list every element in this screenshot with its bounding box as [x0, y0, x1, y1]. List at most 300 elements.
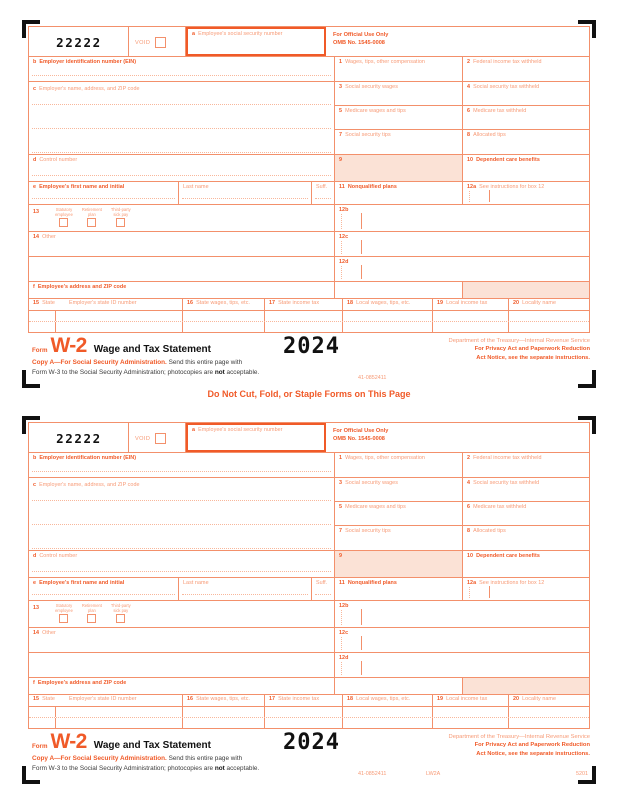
box-7-label: Social security tips — [345, 132, 391, 138]
box-7-num: 7 — [339, 528, 343, 534]
box-d-label: Control number — [39, 553, 78, 559]
box-b-label: Employer identification number (EIN) — [39, 455, 137, 461]
statutory-employee-check-group[interactable] — [55, 208, 73, 227]
row-7-8 — [335, 526, 589, 550]
form-number: W-2 — [50, 730, 87, 753]
state-entry-2-18[interactable] — [343, 718, 433, 728]
void-checkbox[interactable] — [155, 37, 166, 48]
box-f-employee-address[interactable] — [29, 678, 335, 694]
state-entry-2-left[interactable] — [29, 322, 183, 332]
box-12b[interactable] — [335, 205, 589, 231]
box-20-label: Locality name — [522, 300, 557, 306]
dept-line1: Department of the Treasury—Internal Revenue Service — [448, 338, 590, 344]
row-d-9-10 — [29, 551, 589, 578]
do-not-cut-notice: Do Not Cut, Fold, or Staple Forms on This Page — [207, 389, 411, 399]
box-9 — [335, 551, 463, 577]
third-party-line2: sick pay — [113, 211, 129, 217]
box-14-other-cont[interactable] — [29, 653, 335, 677]
state-entry-2-17[interactable] — [265, 718, 343, 728]
box-4-num: 4 — [467, 480, 471, 486]
row-state-entry-2 — [29, 718, 589, 728]
box-18-num: 18 — [347, 300, 354, 306]
box-4-label: Social security tax withheld — [473, 84, 540, 90]
box-3-label: Social security wages — [345, 84, 398, 90]
third-party-checkbox[interactable] — [116, 614, 125, 623]
official-use-line1: For Official Use Only — [333, 32, 389, 38]
box-a-label: Employee's social security number — [198, 31, 283, 37]
box-12b[interactable] — [335, 601, 589, 627]
box-12c-num: 12c — [339, 234, 349, 240]
box-a-ssn[interactable] — [186, 423, 326, 452]
form-footer — [28, 732, 590, 778]
box-6-label: Medicare tax withheld — [473, 108, 527, 114]
third-party-checkbox[interactable] — [116, 218, 125, 227]
box-f-label: Employee's address and ZIP code — [37, 284, 127, 290]
box-8-allocated-tips[interactable] — [463, 526, 589, 550]
state-entry-1-19[interactable] — [433, 311, 509, 321]
row-d-9-10 — [29, 155, 589, 182]
tax-year: 2024 — [283, 730, 340, 755]
box-16-num: 16 — [187, 696, 194, 702]
state-entry-1-17[interactable] — [265, 707, 343, 717]
row-5-6 — [335, 502, 589, 526]
form-title-block — [32, 336, 211, 356]
official-use-cell — [326, 423, 589, 452]
box-e-last-name[interactable] — [179, 182, 312, 204]
box-12c[interactable] — [335, 628, 589, 652]
box-9 — [335, 155, 463, 181]
row-c-345678 — [29, 478, 589, 551]
box-4-num: 4 — [467, 84, 471, 90]
box-17-label: State income tax — [278, 696, 320, 702]
box-17-num: 17 — [269, 300, 276, 306]
box-4-ss-tax[interactable] — [463, 478, 589, 501]
box-12-spacer-left — [335, 282, 463, 298]
box-3-ss-wages[interactable] — [335, 82, 463, 105]
box-e-letter: e — [33, 184, 37, 190]
row-state-labels — [29, 695, 589, 707]
box-13-num: 13 — [33, 209, 40, 215]
retirement-plan-check-group[interactable] — [82, 604, 102, 623]
row-e-11-12a — [29, 182, 589, 205]
box-13-checkboxes — [29, 205, 335, 231]
box-2-fed-tax[interactable] — [463, 57, 589, 81]
copy-a-line2b: acceptable. — [224, 368, 260, 376]
dept-line3: Act Notice, see the separate instructions. — [476, 750, 590, 757]
row-13-12b — [29, 601, 589, 628]
box-11-num: 11 — [339, 184, 345, 190]
row-c-345678 — [29, 82, 589, 155]
copy-a-line2a: Form W-3 to the Social Security Administration; photocopies are — [32, 764, 215, 772]
third-party-sick-pay-check-group[interactable] — [111, 208, 131, 227]
box-1-wages[interactable] — [335, 57, 463, 81]
state-entry-1-17[interactable] — [265, 311, 343, 321]
box-6-num: 6 — [467, 108, 471, 114]
retirement-plan-line1: Retirement — [81, 603, 102, 608]
box-14-num: 14 — [33, 630, 40, 636]
official-use-line2: OMB No. 1545-0008 — [333, 40, 385, 46]
box-18-local-wages[interactable] — [343, 299, 433, 310]
box-16-state-wages[interactable] — [183, 695, 265, 706]
box-5-label: Medicare wages and tips — [345, 504, 406, 510]
box-e-last-label: Last name — [183, 580, 209, 586]
box-14-other-cont[interactable] — [29, 257, 335, 281]
copy-a-line2b: acceptable. — [224, 764, 260, 772]
tax-year: 2024 — [283, 334, 340, 359]
box-e-letter: e — [33, 580, 37, 586]
box-11-nonqualified[interactable] — [335, 578, 463, 600]
state-entry-1-20[interactable] — [509, 311, 589, 321]
box-e-suffix[interactable] — [312, 182, 335, 204]
box-12a-label: See instructions for box 12 — [479, 184, 545, 190]
dept-line3: Act Notice, see the separate instructions. — [476, 354, 590, 361]
header-row — [29, 27, 589, 57]
state-entry-2-16[interactable] — [183, 718, 265, 728]
box-17-state-tax[interactable] — [265, 695, 343, 706]
copy-a-rest: Send this entire page with — [166, 755, 243, 762]
form-number: W-2 — [50, 334, 87, 357]
row-state-entry-1 — [29, 707, 589, 718]
dept-line1: Department of the Treasury—Internal Revenue Service — [448, 734, 590, 740]
box-a-letter: a — [192, 31, 196, 37]
box-a-label: Employee's social security number — [198, 427, 283, 433]
official-use-line1: For Official Use Only — [333, 428, 389, 434]
box-20-num: 20 — [513, 696, 520, 702]
box-3-label: Social security wages — [345, 480, 398, 486]
box-3-num: 3 — [339, 84, 343, 90]
box-18-local-wages[interactable] — [343, 695, 433, 706]
form-title-block — [32, 732, 211, 752]
box-1-wages[interactable] — [335, 453, 463, 477]
box-14-label: Other — [42, 234, 56, 240]
box-19-num: 19 — [437, 300, 444, 306]
box-11-label: Nonqualified plans — [347, 580, 397, 586]
form-footer — [28, 336, 590, 382]
box-2-label: Federal income tax withheld — [473, 455, 542, 461]
row-state-entry-2 — [29, 322, 589, 332]
box-14-label: Other — [42, 630, 56, 636]
box-7-ss-tips[interactable] — [335, 526, 463, 550]
box-12b-num: 12b — [339, 207, 349, 213]
box-12-spacer-right — [463, 282, 589, 298]
form-word: Form — [32, 347, 48, 354]
box-18-label: Local wages, tips, etc. — [356, 696, 411, 702]
state-entry-2-left[interactable] — [29, 718, 183, 728]
box-d-control-number[interactable] — [29, 551, 335, 577]
official-use-line2: OMB No. 1545-0008 — [333, 436, 385, 442]
retirement-plan-line1: Retirement — [81, 207, 102, 212]
box-15-state[interactable] — [29, 299, 183, 310]
box-10-dependent-care[interactable] — [463, 551, 589, 577]
box-14-num: 14 — [33, 234, 40, 240]
box-11-label: Nonqualified plans — [347, 184, 397, 190]
box-18-label: Local wages, tips, etc. — [356, 300, 411, 306]
box-e-first-name[interactable] — [29, 182, 179, 204]
omb-code: 41-0852411 — [358, 375, 387, 381]
box-b-ein[interactable] — [29, 57, 335, 81]
box-f-label: Employee's address and ZIP code — [37, 680, 127, 686]
box-17-state-tax[interactable] — [265, 299, 343, 310]
box-3-num: 3 — [339, 480, 343, 486]
omb-code: 41-0852411 — [358, 771, 387, 777]
void-cell[interactable] — [129, 423, 186, 452]
box-17-label: State income tax — [278, 300, 320, 306]
box-c-letter: c — [33, 482, 37, 488]
copy-a-line2a: Form W-3 to the Social Security Administration; photocopies are — [32, 368, 215, 376]
box-12a-label: See instructions for box 12 — [479, 580, 545, 586]
box-2-num: 2 — [467, 59, 471, 65]
official-use-cell — [326, 27, 589, 56]
w2-form-top — [28, 26, 590, 382]
box-5-num: 5 — [339, 108, 343, 114]
control-code-value: 22222 — [56, 35, 102, 50]
form-grid — [28, 422, 590, 729]
box-8-allocated-tips[interactable] — [463, 130, 589, 154]
box-2-fed-tax[interactable] — [463, 453, 589, 477]
state-entry-1-left[interactable] — [29, 311, 183, 321]
state-entry-2-20[interactable] — [509, 718, 589, 728]
box-15-label2: Employer's state ID number — [68, 696, 137, 702]
dept-line2: For Privacy Act and Paperwork Reduction — [474, 742, 590, 749]
box-c-label: Employer's name, address, and ZIP code — [39, 482, 140, 488]
row-3-4 — [335, 478, 589, 502]
box-20-label: Locality name — [522, 696, 557, 702]
box-14-other[interactable] — [29, 628, 335, 652]
state-entry-1-20[interactable] — [509, 707, 589, 717]
box-12a-num: 12a — [467, 580, 477, 586]
box-e-suff-label: Suff. — [316, 580, 328, 586]
box-a-ssn[interactable] — [186, 27, 326, 56]
statutory-employee-line2: employee — [55, 607, 73, 613]
statutory-employee-checkbox[interactable] — [59, 218, 68, 227]
box-14-other[interactable] — [29, 232, 335, 256]
box-d-control-number[interactable] — [29, 155, 335, 181]
third-party-sick-pay-check-group[interactable] — [111, 604, 131, 623]
box-15-label: State — [42, 696, 55, 702]
box-c-employer[interactable] — [29, 82, 335, 154]
box-7-num: 7 — [339, 132, 343, 138]
state-entry-1-left[interactable] — [29, 707, 183, 717]
form-word: Form — [32, 743, 48, 750]
box-1-label: Wages, tips, other compensation — [345, 455, 425, 461]
row-14-12c — [29, 628, 589, 653]
box-7-ss-tips[interactable] — [335, 130, 463, 154]
box-9-num: 9 — [339, 157, 343, 163]
box-12c[interactable] — [335, 232, 589, 256]
row-14-12c — [29, 232, 589, 257]
box-6-medicare-tax[interactable] — [463, 502, 589, 525]
box-d-label: Control number — [39, 157, 78, 163]
box-16-label: State wages, tips, etc. — [196, 696, 250, 702]
box-17-num: 17 — [269, 696, 276, 702]
box-1-num: 1 — [339, 59, 343, 65]
box-11-num: 11 — [339, 580, 345, 586]
row-state-entry-1 — [29, 311, 589, 322]
box-19-label: Local income tax — [446, 696, 488, 702]
void-cell[interactable] — [129, 27, 186, 56]
statutory-employee-line2: employee — [55, 211, 73, 217]
retirement-plan-checkbox[interactable] — [87, 614, 96, 623]
header-row — [29, 423, 589, 453]
third-party-line2: sick pay — [113, 607, 129, 613]
box-e-last-label: Last name — [183, 184, 209, 190]
row-b-1-2 — [29, 453, 589, 478]
third-party-line1: Third-party — [110, 603, 131, 608]
control-code-value: 22222 — [56, 431, 102, 446]
box-b-label: Employer identification number (EIN) — [39, 59, 137, 65]
box-13-checkboxes — [29, 601, 335, 627]
retirement-plan-check-group[interactable] — [82, 208, 102, 227]
box-a-letter: a — [192, 427, 196, 433]
box-5-num: 5 — [339, 504, 343, 510]
box-12d-num: 12d — [339, 655, 349, 661]
void-checkbox[interactable] — [155, 433, 166, 444]
form-title: Wage and Tax Statement — [93, 740, 211, 751]
control-code-cell — [29, 423, 129, 452]
row-5-6 — [335, 106, 589, 130]
box-18-num: 18 — [347, 696, 354, 702]
row-f — [29, 678, 589, 695]
retirement-plan-line2: plan — [88, 211, 96, 217]
department-notice — [449, 733, 590, 758]
box-11-nonqualified[interactable] — [335, 182, 463, 204]
box-7-label: Social security tips — [345, 528, 391, 534]
box-10-dependent-care[interactable] — [463, 155, 589, 181]
lw2a-code: LW2A — [426, 771, 441, 777]
box-f-letter: f — [33, 680, 35, 686]
statutory-employee-checkbox[interactable] — [59, 614, 68, 623]
box-20-num: 20 — [513, 300, 520, 306]
box-5-label: Medicare wages and tips — [345, 108, 406, 114]
state-entry-2-19[interactable] — [433, 322, 509, 332]
box-12a-num: 12a — [467, 184, 477, 190]
box-15-num: 15 — [33, 300, 40, 306]
box-c-label: Employer's name, address, and ZIP code — [39, 86, 140, 92]
statutory-employee-line1: Statutory — [55, 603, 73, 608]
row-e-11-12a — [29, 578, 589, 601]
state-entry-1-18[interactable] — [343, 311, 433, 321]
box-12a[interactable] — [463, 182, 589, 204]
box-16-state-wages[interactable] — [183, 299, 265, 310]
box-9-num: 9 — [339, 553, 343, 559]
box-20-locality[interactable] — [509, 299, 589, 310]
box-b-letter: b — [33, 455, 37, 461]
box-19-label: Local income tax — [446, 300, 488, 306]
form-title: Wage and Tax Statement — [93, 344, 211, 355]
control-code-cell — [29, 27, 129, 56]
box-12a[interactable] — [463, 578, 589, 600]
box-4-label: Social security tax withheld — [473, 480, 540, 486]
copy-a-lead: Copy A—For Social Security Administration. — [32, 359, 167, 366]
box-12d[interactable] — [335, 257, 589, 281]
box-6-label: Medicare tax withheld — [473, 504, 527, 510]
row-13-12b — [29, 205, 589, 232]
box-2-label: Federal income tax withheld — [473, 59, 542, 65]
box-e-suff-label: Suff. — [316, 184, 328, 190]
box-10-num: 10 — [467, 553, 474, 559]
box-12d-num: 12d — [339, 259, 349, 265]
void-label: VOID — [135, 39, 151, 46]
box-f-employee-address[interactable] — [29, 282, 335, 298]
retirement-plan-checkbox[interactable] — [87, 218, 96, 227]
box-20-locality[interactable] — [509, 695, 589, 706]
box-1-num: 1 — [339, 455, 343, 461]
box-12-spacer-right — [463, 678, 589, 694]
box-19-num: 19 — [437, 696, 444, 702]
box-5-medicare-wages[interactable] — [335, 106, 463, 129]
box-15-num: 15 — [33, 696, 40, 702]
copy-a-not: not — [214, 764, 225, 772]
box-19-local-tax[interactable] — [433, 695, 509, 706]
state-entry-2-17[interactable] — [265, 322, 343, 332]
row-3-4 — [335, 82, 589, 106]
state-entry-1-18[interactable] — [343, 707, 433, 717]
box-10-label: Dependent care benefits — [476, 553, 540, 559]
box-12c-num: 12c — [339, 630, 349, 636]
box-e-suffix[interactable] — [312, 578, 335, 600]
box-5-medicare-wages[interactable] — [335, 502, 463, 525]
state-entry-2-16[interactable] — [183, 322, 265, 332]
copy-a-lead: Copy A—For Social Security Administration. — [32, 755, 167, 762]
copy-a-rest: Send this entire page with — [166, 359, 243, 366]
copy-a-instructions — [32, 754, 259, 773]
catalog-code: 5201 — [576, 771, 588, 777]
box-6-num: 6 — [467, 504, 471, 510]
box-12d[interactable] — [335, 653, 589, 677]
box-15-label: State — [42, 300, 55, 306]
box-8-label: Allocated tips — [473, 132, 506, 138]
row-f — [29, 282, 589, 299]
row-b-1-2 — [29, 57, 589, 82]
state-entry-1-16[interactable] — [183, 311, 265, 321]
state-entry-1-16[interactable] — [183, 707, 265, 717]
box-8-label: Allocated tips — [473, 528, 506, 534]
box-c-employer[interactable] — [29, 478, 335, 550]
box-3-ss-wages[interactable] — [335, 478, 463, 501]
box-19-local-tax[interactable] — [433, 299, 509, 310]
w2-form-bottom — [28, 422, 590, 778]
box-1-label: Wages, tips, other compensation — [345, 59, 425, 65]
box-e-first-name[interactable] — [29, 578, 179, 600]
retirement-plan-line2: plan — [88, 607, 96, 613]
box-15-state[interactable] — [29, 695, 183, 706]
copy-a-instructions — [32, 358, 259, 377]
statutory-employee-check-group[interactable] — [55, 604, 73, 623]
state-entry-2-18[interactable] — [343, 322, 433, 332]
box-6-medicare-tax[interactable] — [463, 106, 589, 129]
box-16-label: State wages, tips, etc. — [196, 300, 250, 306]
box-8-num: 8 — [467, 132, 471, 138]
box-16-num: 16 — [187, 300, 194, 306]
box-15-label2: Employer's state ID number — [68, 300, 137, 306]
box-d-letter: d — [33, 553, 37, 559]
copy-a-not: not — [214, 368, 225, 376]
box-b-ein[interactable] — [29, 453, 335, 477]
box-2-num: 2 — [467, 455, 471, 461]
row-14cont-12d — [29, 257, 589, 282]
box-e-last-name[interactable] — [179, 578, 312, 600]
form-grid — [28, 26, 590, 333]
row-14cont-12d — [29, 653, 589, 678]
state-entry-2-19[interactable] — [433, 718, 509, 728]
dept-line2: For Privacy Act and Paperwork Reduction — [474, 346, 590, 353]
box-b-letter: b — [33, 59, 37, 65]
box-e-label: Employee's first name and initial — [39, 580, 125, 586]
row-state-labels — [29, 299, 589, 311]
box-4-ss-tax[interactable] — [463, 82, 589, 105]
state-entry-2-20[interactable] — [509, 322, 589, 332]
state-entry-1-19[interactable] — [433, 707, 509, 717]
